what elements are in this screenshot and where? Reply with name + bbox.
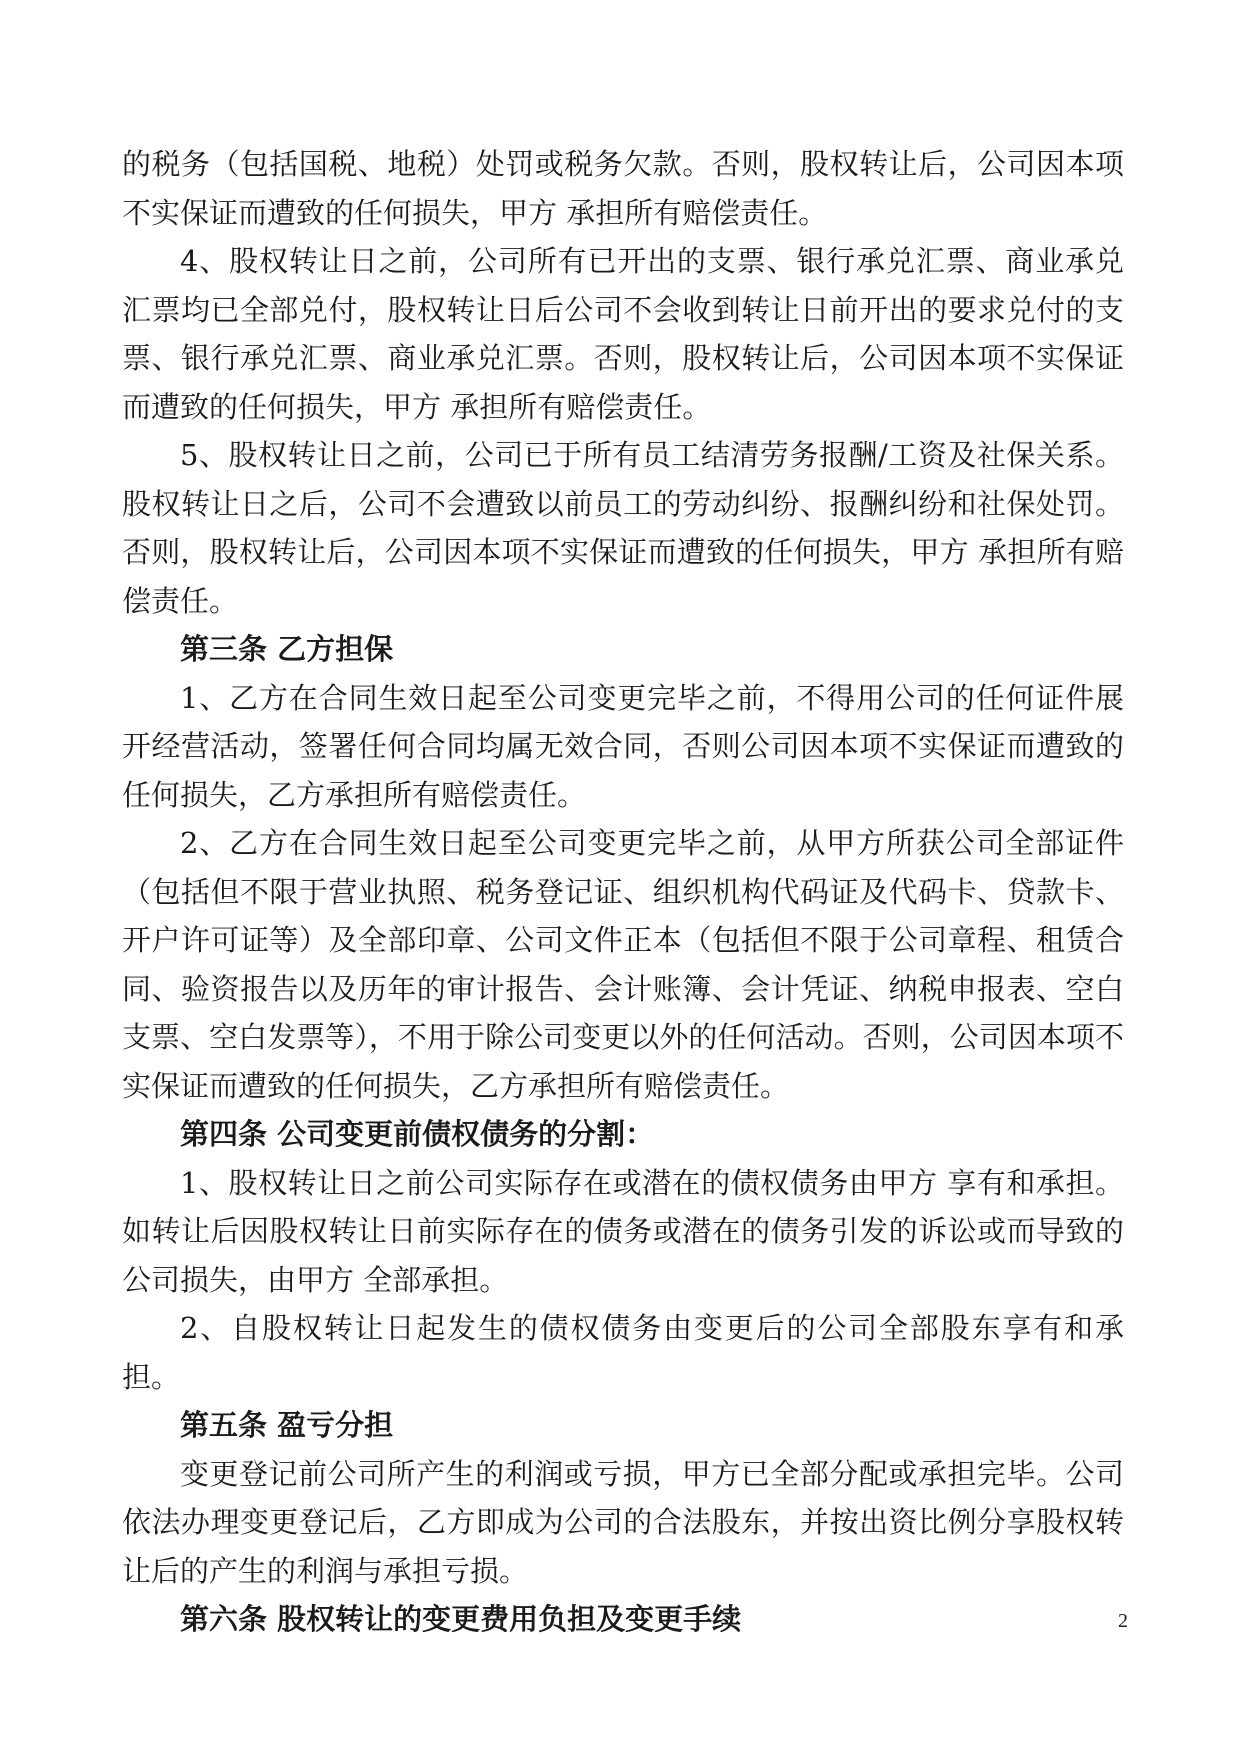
paragraph-article-3-item-2: 2、乙方在合同生效日起至公司变更完毕之前，从甲方所获公司全部证件（包括但不限于营业执照、税务登记证、组织机构代码证及代码卡、贷款卡、开户许可证等）及全部印章、公司文件正本（包括但不限于公司章程、租赁合同、验资报告以及历年的审计报告、会计账簿、会计凭证、纳税申报表、空白支票、空白发票等），不用于除公司变更以外的任何活动。否则，公司因本项不实保证而遭致的任何损失，乙方承担所有赔偿责任。 bbox=[122, 826, 1124, 1103]
paragraph-clause-5-employees: 5、股权转让日之前，公司已于所有员工结清劳务报酬/工资及社保关系。股权转让日之后，公司不会遭致以前员工的劳动纠纷、报酬纠纷和社保处罚。否则，股权转让后，公司因本项不实保证而遭致的任何损失，甲方 承担所有赔偿责任。 bbox=[122, 438, 1124, 618]
paragraph-article-4-item-1: 1、股权转让日之前公司实际存在或潜在的债权债务由甲方 享有和承担。如转让后因股权转让日前实际存在的债务或潜在的债务引发的诉讼或而导致的公司损失，由甲方 全部承担。 bbox=[122, 1165, 1124, 1297]
heading-article-6: 第六条 股权转让的变更费用负担及变更手续 bbox=[180, 1602, 742, 1636]
paragraph-article-3-item-1: 1、乙方在合同生效日起至公司变更完毕之前，不得用公司的任何证件展开经营活动，签署任何合同均属无效合同，否则公司因本项不实保证而遭致的任何损失，乙方承担所有赔偿责任。 bbox=[122, 680, 1124, 812]
paragraph-article-4-item-2: 2、自股权转让日起发生的债权债务由变更后的公司全部股东享有和承担。 bbox=[122, 1311, 1124, 1394]
paragraph-tax-penalty-continuation: 的税务（包括国税、地税）处罚或税务欠款。否则，股权转让后，公司因本项不实保证而遭致的任何损失，甲方 承担所有赔偿责任。 bbox=[122, 147, 1124, 230]
heading-article-3: 第三条 乙方担保 bbox=[180, 632, 394, 666]
document-body bbox=[122, 140, 1124, 1644]
page-number: 2 bbox=[1118, 1610, 1128, 1632]
paragraph-clause-4-bills: 4、股权转让日之前，公司所有已开出的支票、银行承兑汇票、商业承兑汇票均已全部兑付，股权转让日后公司不会收到转让日前开出的要求兑付的支票、银行承兑汇票、商业承兑汇票。否则，股权转让后，公司因本项不实保证而遭致的任何损失，甲方 承担所有赔偿责任。 bbox=[122, 244, 1124, 424]
heading-article-4: 第四条 公司变更前债权债务的分割： bbox=[180, 1117, 655, 1151]
heading-article-5: 第五条 盈亏分担 bbox=[180, 1408, 394, 1442]
paragraph-article-5-body: 变更登记前公司所产生的利润或亏损，甲方已全部分配或承担完毕。公司依法办理变更登记后，乙方即成为公司的合法股东，并按出资比例分享股权转让后的产生的利润与承担亏损。 bbox=[122, 1456, 1124, 1588]
